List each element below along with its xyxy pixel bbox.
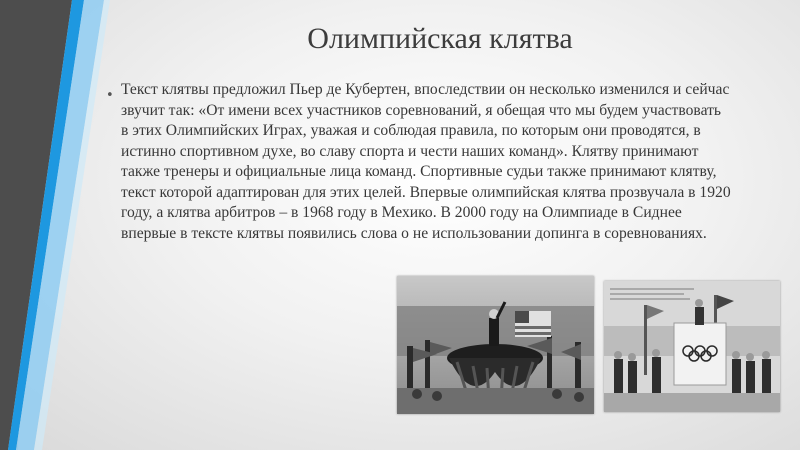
bullet-dot-icon: • [106, 88, 114, 103]
decorative-stripes [0, 0, 120, 450]
stadium-photo-drawing [397, 276, 594, 414]
slide-title: Олимпийская клятва [307, 22, 573, 55]
ceremony-photo-drawing [604, 281, 780, 412]
olympic-oath-ceremony-photo [604, 281, 780, 412]
olympic-oath-stadium-photo [397, 276, 594, 414]
slide-body-text: Текст клятвы предложил Пьер де Кубертен, впоследствии он несколько изменился и сейчас звучит так: «От имени всех участников соревнований, я обещая что мы будем участвовать в этих Олимпийских Играх, уважая и соблюдая правила, по которым они проводятся, в истинно спортивном духе, во славу спорта и чести наших команд». Клятву принимают также тренеры и официальные лица команд. Спортивные судьи также принимают клятву, текст которой адаптирован для этих целей. Впервые олимпийская клятва прозвучала в 1920 году, а клятва арбитров – в 1968 году в Мехико. В 2000 году на Олимпиаде в Сиднее впервые в тексте клятвы появились слова о не использовании допинга в соревнованиях. [121, 81, 731, 242]
